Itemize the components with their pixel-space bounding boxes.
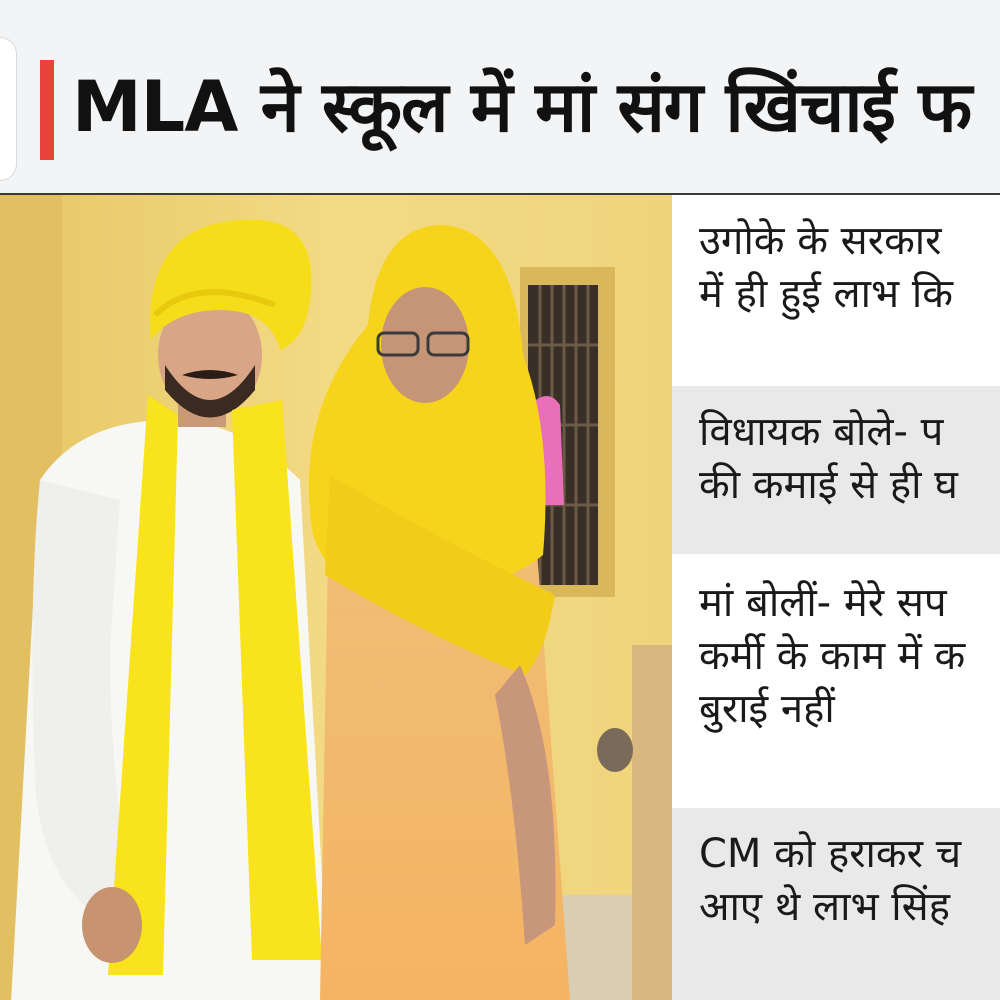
list-item-line: बुराई नहीं [699, 686, 835, 732]
headline-text: MLA ने स्कूल में मां संग खिंचाई फ [72, 66, 972, 148]
headline-bar [0, 0, 1000, 195]
list-item-line: उगोके के सरकार [699, 218, 942, 264]
list-item [672, 557, 1000, 805]
list-item-line: मां बोलीं- मेरे सप [699, 580, 947, 626]
accent-bar [40, 60, 54, 160]
list-item-line: कर्मी के काम में क [699, 633, 966, 679]
list-item [672, 386, 1000, 554]
news-photo [0, 195, 672, 1000]
list-item [672, 808, 1000, 1000]
logo-tab [0, 38, 16, 180]
list-item-line: विधायक बोले- प [699, 409, 944, 455]
list-item-line: की कमाई से ही घ [699, 462, 958, 508]
list-item-line: आए थे लाभ सिंह [699, 884, 950, 930]
summary-list [672, 195, 1000, 1000]
list-item [672, 195, 1000, 383]
list-item-line: CM को हराकर च [699, 831, 962, 877]
list-item-line: में ही हुई लाभ कि [699, 271, 953, 317]
